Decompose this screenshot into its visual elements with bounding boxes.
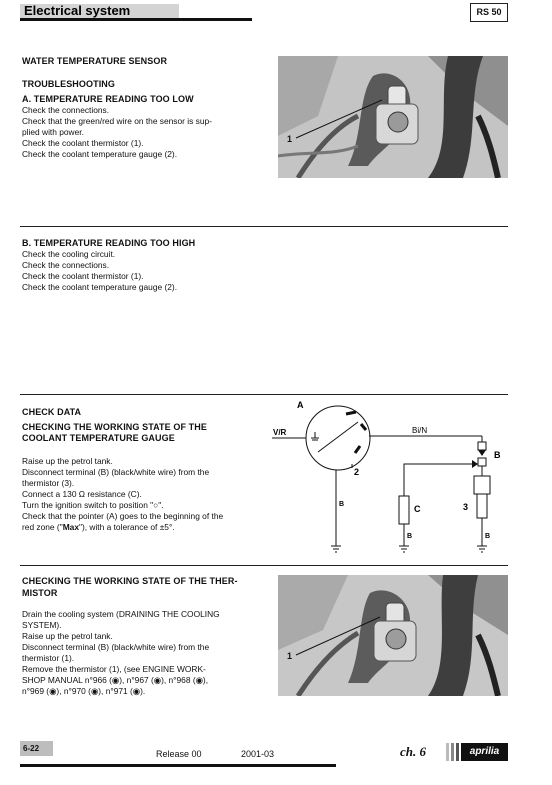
text-line: Raise up the petrol tank. [22,456,113,466]
heading-thermistor-check-line1: CHECKING THE WORKING STATE OF THE THER- [22,576,238,586]
text-line: Check the coolant temperature gauge (2). [22,149,178,159]
header-underline [20,18,252,21]
heading-reading-too-high: B. TEMPERATURE READING TOO HIGH [22,238,196,248]
text-line: Connect a 130 Ω resistance (C). [22,489,142,499]
thermistor-photo-drawing [278,56,508,178]
label-vr: V/R [273,428,287,437]
wire-to-resistor [404,464,472,488]
text-line: Turn the ignition switch to position "○". [22,500,164,510]
section-divider [20,226,508,227]
text-line: thermistor (1). [22,653,75,663]
model-badge: RS 50 [470,3,508,22]
logo-stripe [451,743,454,761]
heading-gauge-check-line2: COOLANT TEMPERATURE GAUGE [22,433,175,443]
subtitle-troubleshooting: TROUBLESHOOTING [22,79,115,89]
thermistor-body [474,476,490,494]
heading-gauge-check-line1: CHECKING THE WORKING STATE OF THE [22,422,207,432]
text-line: thermistor (3). [22,478,75,488]
text-fragment-bold: Max [62,522,79,532]
text-line: Disconnect terminal (B) (black/white wire) from the [22,642,210,652]
heading-reading-too-low: A. TEMPERATURE READING TOO LOW [22,94,194,104]
label-b-wire: B [339,501,345,508]
text-line: Check the cooling circuit. [22,249,116,259]
section-divider [20,565,508,566]
text-line: Check the coolant thermistor (1). [22,271,144,281]
logo-stripe [456,743,459,761]
text-fragment: red zone (" [22,522,63,532]
ground-symbols [311,432,487,552]
text-block-gauge-check [22,456,272,533]
text-line: Check the coolant thermistor (1). [22,138,144,148]
arrow-icon [472,460,478,468]
photo-callout-1: 1 [287,134,293,144]
text-line: Check the connections. [22,105,110,115]
section-title-water-temp-sensor: WATER TEMPERATURE SENSOR [22,56,168,66]
resistor-c [399,496,409,524]
label-2: 2 [354,467,360,477]
label-3: 3 [463,502,469,512]
photo-callout-1: 1 [287,651,293,661]
text-line: SHOP MANUAL n°966 (◉), n°967 (◉), n°968 (◉), [22,675,209,685]
text-line: Check the connections. [22,260,110,270]
thermistor-stem [477,494,487,518]
text-line: Remove the thermistor (1), (see ENGINE WORK- [22,664,206,674]
connector-b [478,442,486,450]
label-b-connector: B [494,450,501,460]
text-line: n°969 (◉), n°970 (◉), n°971 (◉). [22,686,146,696]
label-a: A [297,400,304,410]
release-date: 2001-03 [241,749,275,759]
text-block-reading-too-low [22,105,272,160]
text-block-reading-too-high [22,249,272,293]
brand-logo [446,743,508,761]
release-label: Release 00 [156,749,202,759]
label-b-wire: B [485,533,491,540]
text-fragment: "), with a tolerance of ±5°. [78,522,175,532]
page-number: 6-22 [20,741,53,756]
text-line: Check that the pointer (A) goes to the beginning of the [22,511,224,521]
text-line: SYSTEM). [22,620,62,630]
section-divider [20,394,508,395]
thermistor-photo-2-drawing [278,575,508,696]
heading-thermistor-check-line2: MISTOR [22,588,58,598]
thermistor-photo-2 [278,575,508,696]
header-title: Electrical system [24,3,131,18]
text-line: Disconnect terminal (B) (black/white wire) from the [22,467,210,477]
text-block-thermistor-check [22,609,272,697]
gauge-pointer [318,422,358,452]
text-line-last [22,522,272,533]
footer-underline [20,764,336,767]
text-line: plied with power. [22,127,84,137]
text-line: Raise up the petrol tank. [22,631,113,641]
logo-stripe [446,743,449,761]
arrow-icon [478,450,486,456]
thermistor-photo [278,56,508,178]
text-line: Drain the cooling system (DRAINING THE COOLING [22,609,220,619]
text-line: Check that the green/red wire on the sensor is sup- [22,116,212,126]
text-line: Check the coolant temperature gauge (2). [22,282,178,292]
chapter-label: ch. 6 [400,744,426,759]
label-c: C [414,504,421,514]
section-title-check-data: CHECK DATA [22,407,82,417]
label-b-wire: B [407,533,413,540]
label-bin: Bi/N [412,426,428,435]
thermistor-connector [478,458,486,466]
gauge-wiring-diagram [268,398,508,558]
brand-wordmark: aprilia [461,743,508,761]
